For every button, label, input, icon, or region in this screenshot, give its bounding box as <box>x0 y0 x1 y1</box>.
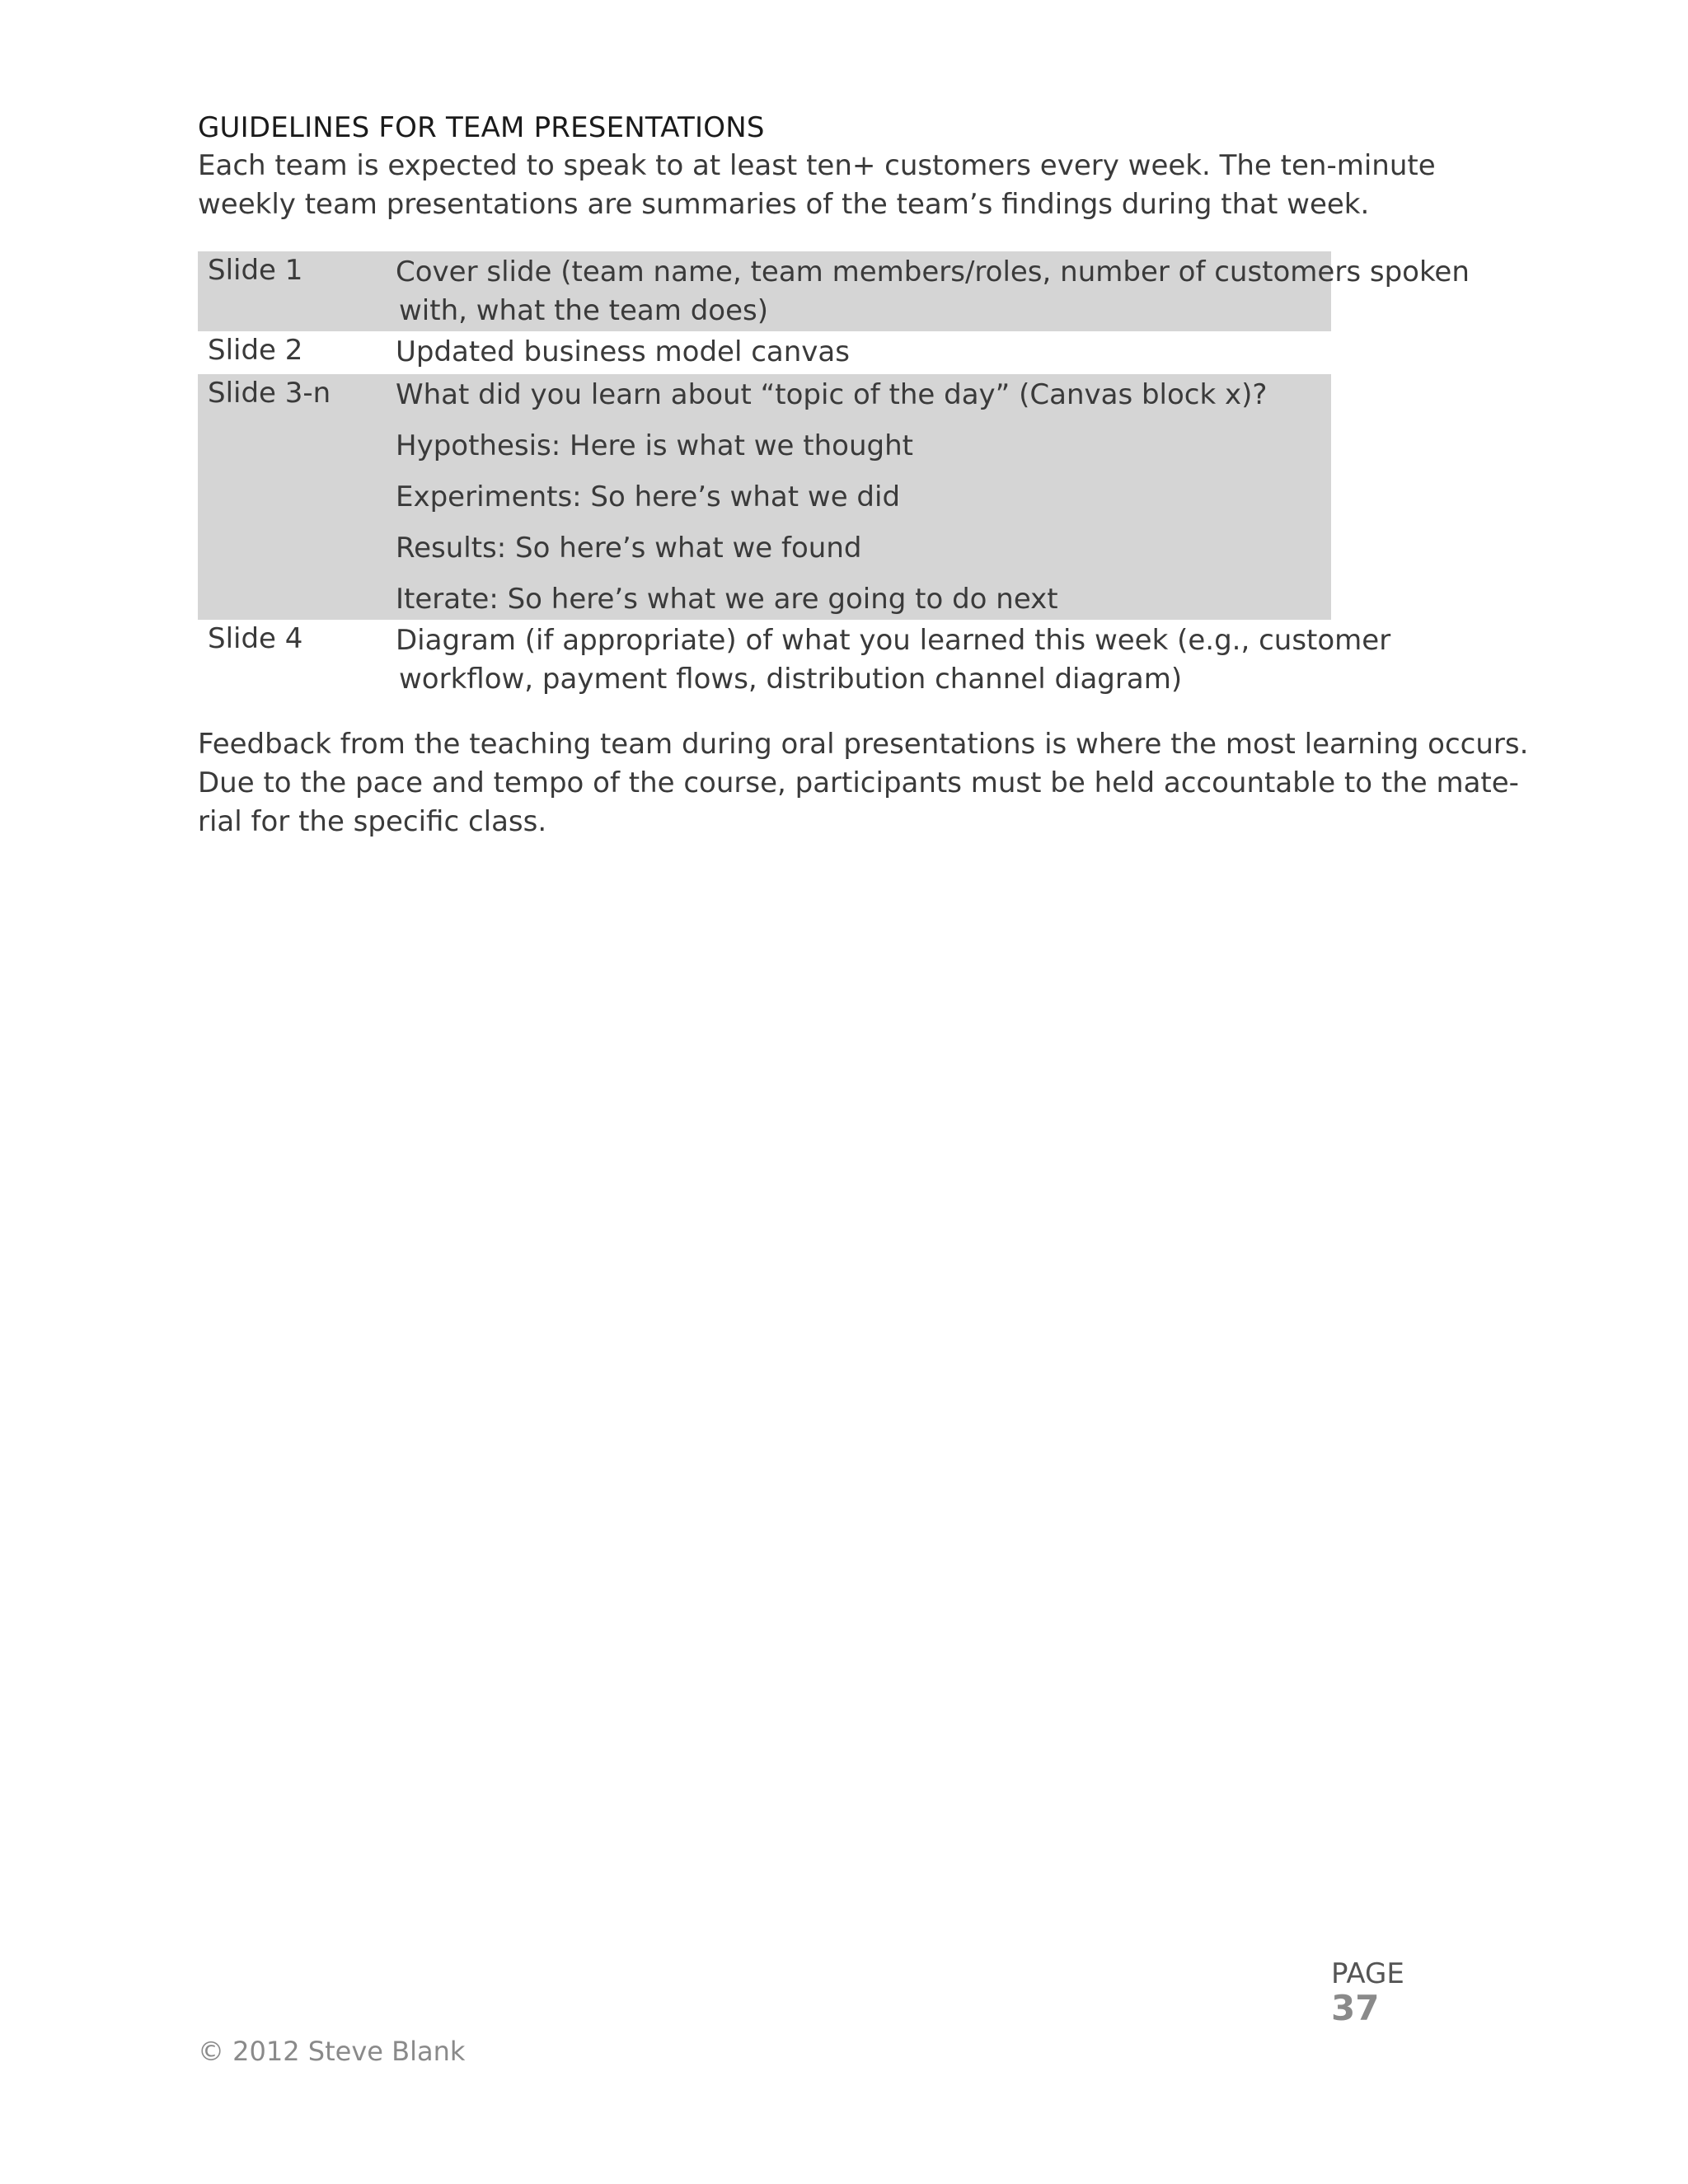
slide-sub-item-iterate: Iterate: So here’s what we are going to do next <box>396 583 1058 616</box>
slide-description <box>396 331 1331 374</box>
feedback-paragraph <box>198 725 1529 841</box>
slide-row-3 <box>198 374 1331 620</box>
slide-label: Slide 4 <box>208 622 303 655</box>
slides-table <box>198 251 1470 700</box>
slide-label: Slide 1 <box>208 254 303 287</box>
slide-description-line: What did you learn about “topic of the day” (Canvas block x)? <box>396 378 1268 411</box>
page-label: PAGE <box>1331 1957 1404 1990</box>
page-number: 37 <box>1331 1988 1380 2028</box>
slide-description-line: workflow, payment flows, distribution channel diagram) <box>399 663 1183 696</box>
slide-description-line: Cover slide (team name, team members/roles, number of customers spoken <box>396 255 1470 288</box>
feedback-line: Feedback from the teaching team during oral presentations is where the most learning occurs. <box>198 728 1529 761</box>
slide-description-line: with, what the team does) <box>399 294 768 327</box>
page-heading: GUIDELINES FOR TEAM PRESENTATIONS <box>198 110 765 144</box>
slide-label: Slide 3-n <box>208 377 331 410</box>
slide-description-line: Diagram (if appropriate) of what you learned this week (e.g., customer <box>396 624 1391 657</box>
slide-description <box>396 251 1470 331</box>
feedback-line: rial for the specific class. <box>198 805 547 838</box>
intro-line: weekly team presentations are summaries of the team’s findings during that week. <box>198 188 1370 221</box>
intro-paragraph <box>198 147 1436 224</box>
intro-line: Each team is expected to speak to at least ten+ customers every week. The ten-minute <box>198 149 1436 182</box>
slide-row-2 <box>198 331 1331 374</box>
slide-sub-item-hypothesis: Hypothesis: Here is what we thought <box>396 429 913 462</box>
slide-sub-item-experiments: Experiments: So here’s what we did <box>396 480 901 513</box>
slide-sub-item-results: Results: So here’s what we found <box>396 532 862 565</box>
feedback-line: Due to the pace and tempo of the course, participants must be held accountable to the mate- <box>198 766 1519 799</box>
slide-description <box>396 620 1390 700</box>
slide-label: Slide 2 <box>208 334 303 367</box>
slide-row-1 <box>198 251 1470 331</box>
copyright-notice: © 2012 Steve Blank <box>198 2036 466 2067</box>
slide-description <box>396 374 1331 620</box>
slide-description-line: Updated business model canvas <box>396 335 850 368</box>
slide-row-4 <box>198 620 1391 700</box>
